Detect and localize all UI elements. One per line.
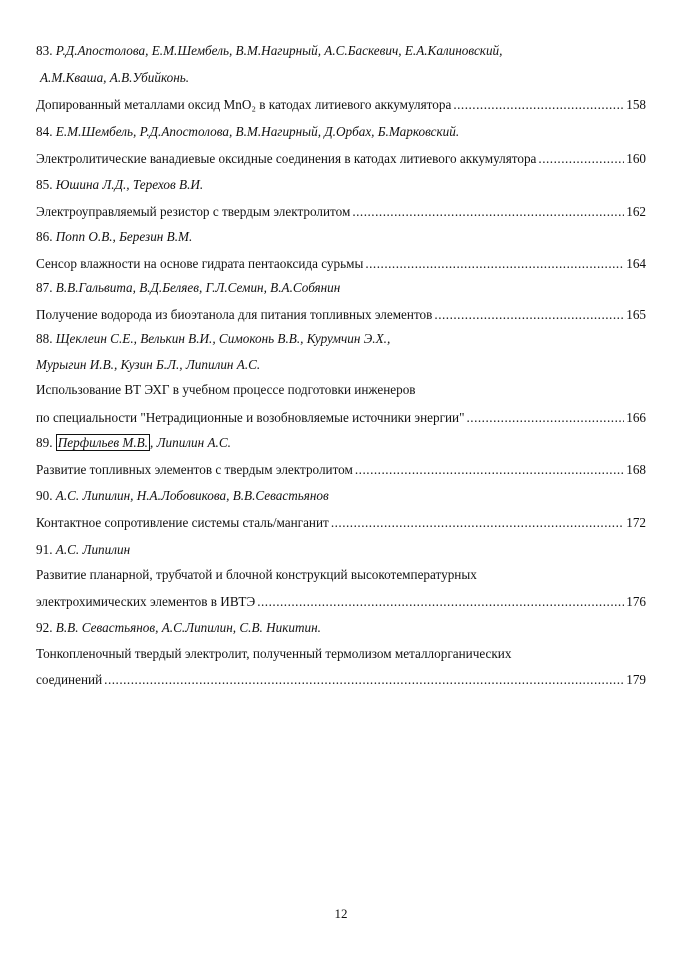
entry-88-title-line-2: по специальности "Нетрадиционные и возобновляемые источники энергии" ..... 166 [36, 410, 646, 426]
entry-92-title-line-1: Тонкопленочный твердый электролит, полученный термолизом металлорганических [36, 646, 512, 661]
entry-91-title-line-2: электрохимических элементов в ИВТЭ ..... 176 [36, 594, 646, 610]
entry-89-authors: 89. Перфильев М.В. , Липилин А.С. [36, 435, 231, 450]
entry-88-authors-line-2: Мурыгин И.В., Кузин Б.Л., Липилин А.С. [36, 357, 261, 372]
boxed-author: Перфильев М.В. [57, 435, 148, 450]
entry-83-authors-line-1: 83. Р.Д.Апостолова, Е.М.Шембель, В.М.Нагирный, А.С.Баскевич, Е.А.Калиновский, [36, 43, 503, 58]
entry-88-title-line-1: Использование ВТ ЭХГ в учебном процессе подготовки инженеров [36, 382, 416, 397]
entry-84-title: Электролитические ванадиевые оксидные соединения в катодах литиевого аккумулятора ..... 160 [36, 151, 646, 167]
entry-86-title: Сенсор влажности на основе гидрата пентаоксида сурьмы ..... 164 [36, 256, 646, 272]
entry-86-authors: 86. Попп О.В., Березин В.М. [36, 229, 193, 244]
entry-90-title: Контактное сопротивление системы сталь/манганит ..... 172 [36, 515, 646, 531]
entry-91-title-line-1: Развитие планарной, трубчатой и блочной конструкций высокотемпературных [36, 567, 477, 582]
entry-92-authors: 92. В.В. Севастьянов, А.С.Липилин, С.В. Никитин. [36, 620, 321, 635]
entry-85-authors: 85. Юшина Л.Д., Терехов В.И. [36, 177, 204, 192]
entry-89-title: Развитие топливных элементов с твердым электролитом ..... 168 [36, 462, 646, 478]
entry-85-title: Электроуправляемый резистор с твердым электролитом ..... 162 [36, 204, 646, 220]
entry-83-authors-line-2: А.М.Кваша, А.В.Убийконь. [40, 70, 190, 85]
entry-84-authors: 84. Е.М.Шембель, Р.Д.Апостолова, В.М.Нагирный, Д.Орбах, Б.Марковский. [36, 124, 460, 139]
page-number: 12 [334, 906, 348, 921]
entry-87-authors: 87. В.В.Гальвита, В.Д.Беляев, Г.Л.Семин, В.А.Собянин [36, 280, 341, 295]
entry-88-authors-line-1: 88. Щеклеин С.Е., Велькин В.И., Симоконь В.В., Курумчин Э.Х., [36, 331, 391, 346]
entry-92-title-line-2: соединений ..... 179 [36, 672, 646, 688]
entry-87-title: Получение водорода из биоэтанола для питания топливных элементов ..... 165 [36, 307, 646, 323]
entry-90-authors: 90. А.С. Липилин, Н.А.Лобовикова, В.В.Севастьянов [36, 488, 329, 503]
entry-83-title: Допированный металлами оксид MnO₂ в катодах литиевого аккумулятора ..... 158 [36, 97, 646, 113]
entry-91-authors: 91. А.С. Липилин [36, 542, 131, 557]
